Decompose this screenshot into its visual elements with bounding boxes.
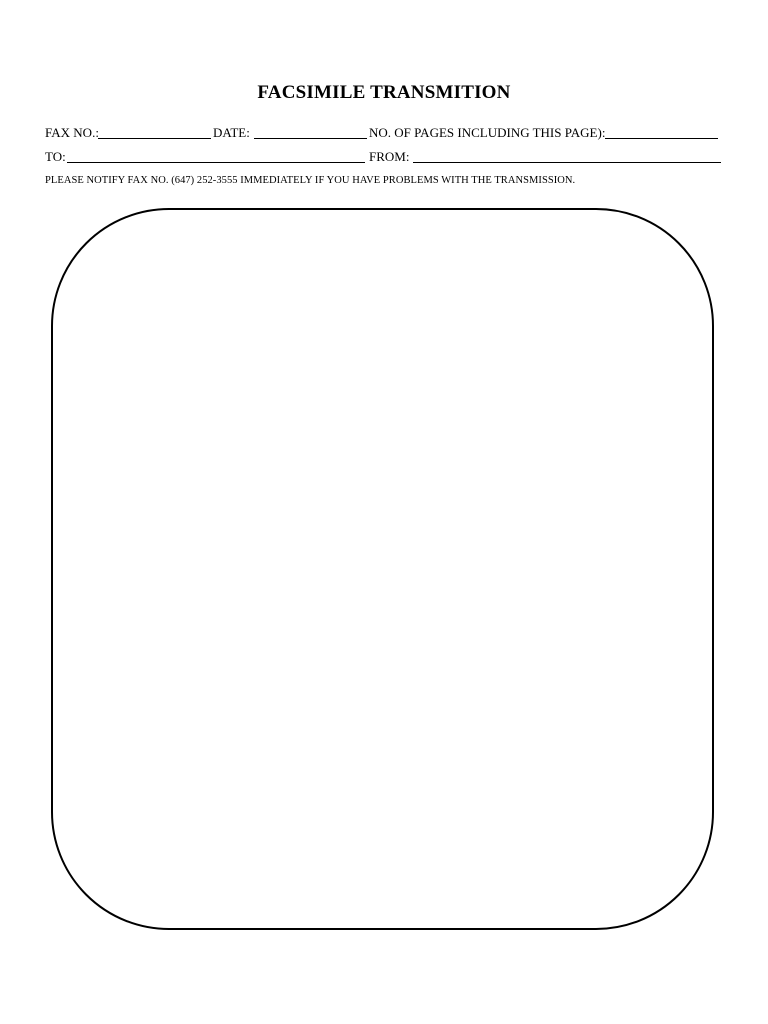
fax-number-label: FAX NO.: (45, 125, 99, 140)
page-title: FACSIMILE TRANSMITION (257, 82, 511, 103)
form-row-header-info (45, 124, 721, 142)
date-line[interactable] (254, 138, 367, 139)
transmission-notice: PLEASE NOTIFY FAX NO. (647) 252-3555 IMMEDIATELY IF YOU HAVE PROBLEMS WITH THE TRANSMISSION. (45, 175, 576, 186)
page-count-line[interactable] (605, 138, 718, 139)
sender-label: FROM: (369, 149, 410, 164)
date-field[interactable] (213, 124, 367, 142)
page-count-label: NO. OF PAGES INCLUDING THIS PAGE): (369, 125, 606, 140)
fax-number-field[interactable] (45, 124, 211, 142)
sender-line[interactable] (413, 162, 721, 163)
message-area[interactable] (51, 208, 714, 930)
recipient-label: TO: (45, 149, 66, 164)
date-label: DATE: (213, 125, 250, 140)
sender-field[interactable] (369, 148, 721, 166)
fax-number-line[interactable] (98, 138, 211, 139)
recipient-field[interactable] (45, 148, 365, 166)
recipient-line[interactable] (67, 162, 365, 163)
form-row-parties (45, 148, 721, 166)
page-count-field[interactable] (369, 124, 719, 142)
